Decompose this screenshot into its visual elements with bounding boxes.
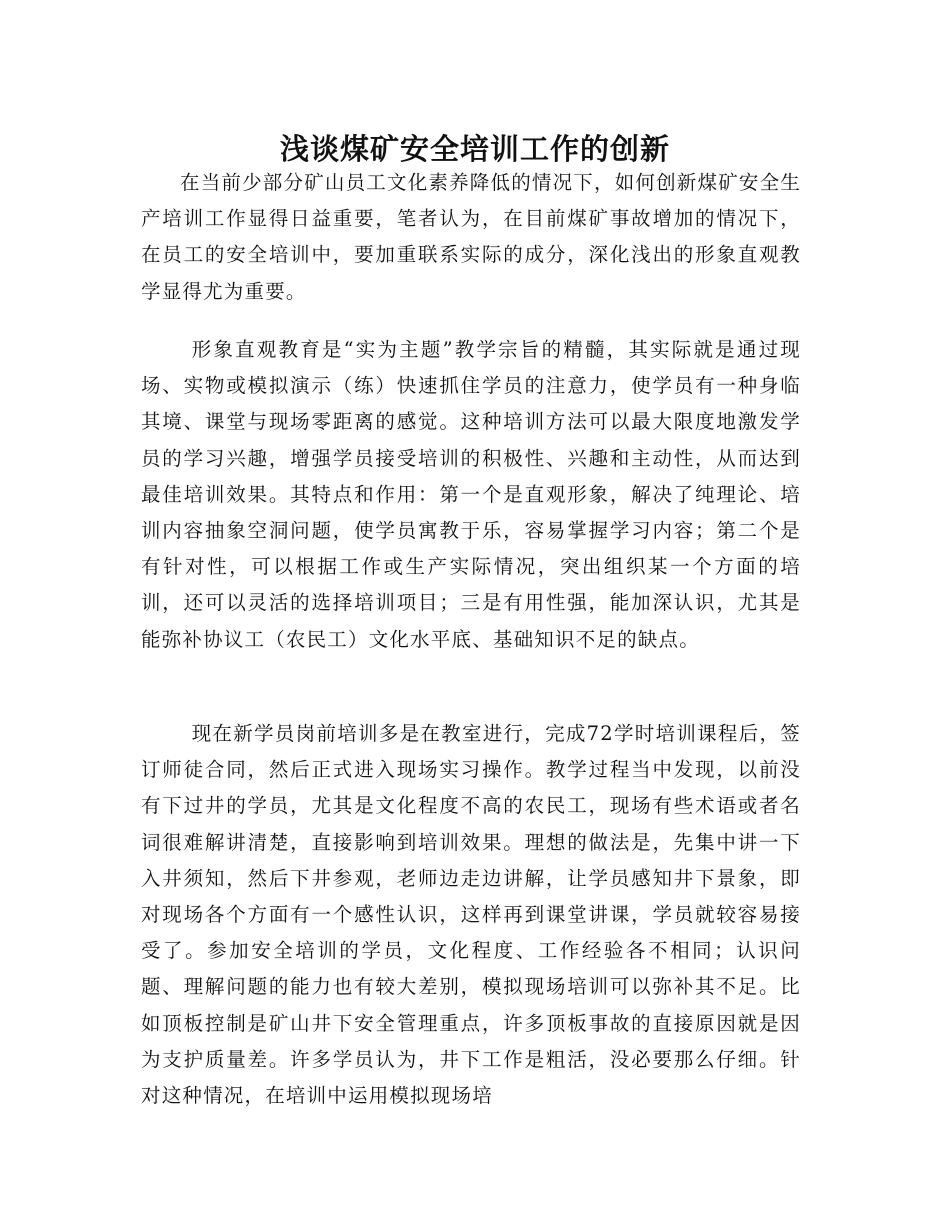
document-title: 浅谈煤矿安全培训工作的创新 <box>279 132 670 167</box>
paragraph-visual-teaching: 形象直观教育是“实为主题”教学宗旨的精髓，其实际就是通过现场、实物或模拟演示（练）快速抓住学员的注意力，使学员有一种身临其境、课堂与现场零距离的感觉。这种培训方法可以最大限度地激发学员的学习兴趣，增强学员接受培训的积极性、兴趣和主动性，从而达到最佳培训效果。其特点和作用：第一个是直观形象，解决了纯理论、培训内容抽象空洞问题，使学员寓教于乐，容易掌握学习内容；第二个是有针对性，可以根据工作或生产实际情况，突出组织某一个方面的培训，还可以灵活的选择培训项目；三是有用性强，能加深认识，尤其是能弥补协议工（农民工）文化水平底、基础知识不足的缺点。 <box>141 338 801 651</box>
paragraph-new-trainees: 现在新学员岗前培训多是在教室进行，完成72学时培训课程后，签订师徒合同，然后正式进入现场实习操作。教学过程当中发现，以前没有下过井的学员，尤其是文化程度不高的农民工，现场有些术语或者名词很难解讲清楚，直接影响到培训效果。理想的做法是，先集中讲一下入井须知，然后下井参观，老师边走边讲解，让学员感知井下景象，即对现场各个方面有一个感性认识，这样再到课堂讲课，学员就较容易接受了。参加安全培训的学员，文化程度、工作经验各不相同；认识问题、理解问题的能力也有较大差别，模拟现场培训可以弥补其不足。比如顶板控制是矿山井下安全管理重点，许多顶板事故的直接原因就是因为支护质量差。许多学员认为，井下工作是粗活，没必要那么仔细。针对这种情况，在培训中运用模拟现场培 <box>141 722 801 1108</box>
paragraph-intro: 在当前少部分矿山员工文化素养降低的情况下，如何创新煤矿安全生产培训工作显得日益重要，笔者认为，在目前煤矿事故增加的情况下，在员工的安全培训中，要加重联系实际的成分，深化浅出的形象直观教学显得尤为重要。 <box>141 171 802 303</box>
